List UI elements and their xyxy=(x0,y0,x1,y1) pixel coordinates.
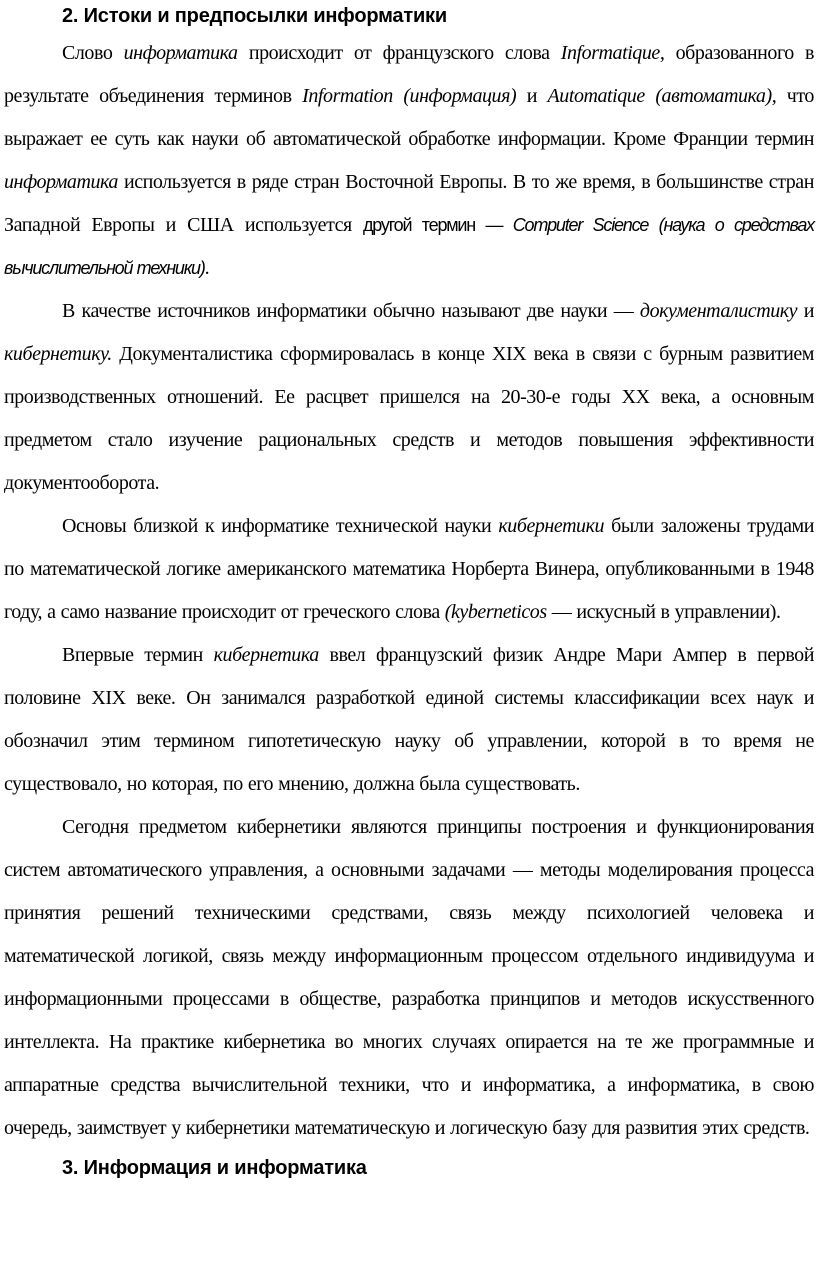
p2-text-a: В качестве источников информатики обычно называют две науки — xyxy=(62,300,640,322)
p3-italic-cybernetics: кибернетики xyxy=(498,515,605,537)
p1-text-g: и xyxy=(516,85,548,107)
p1-text-n: . xyxy=(204,257,210,279)
p1-italic-informatique: Informatique, xyxy=(560,42,665,64)
paragraph-3 xyxy=(4,505,814,634)
paragraph-1 xyxy=(4,32,814,290)
p4-italic-cybernetics: кибернетика xyxy=(213,644,319,666)
p4-text-a: Впервые термин xyxy=(62,644,214,666)
paragraph-4 xyxy=(4,634,814,806)
p1-text-e: образованного в результате объединения терминов xyxy=(4,42,814,107)
p1-italic-term-2: информатика xyxy=(4,171,118,193)
p2-italic-cybernetics: кибернетику. xyxy=(4,343,112,365)
p1-text-i: что выражает ее суть как науки об автоматической обработке информации. Кроме Франции термин xyxy=(4,85,814,150)
p2-text-c: и xyxy=(797,300,814,322)
p2-text-e: Документалистика сформировалась в конце XIX века в связи с бурным развитием производственных отношений. Ее расцвет пришелся на 20-30-е годы XX века, а основным предметом стало изучение рациональных средств и методов повышения эффективности документооборота. xyxy=(4,343,814,494)
p1-italic-information: Information (информация) xyxy=(302,85,517,107)
p1-other-term: другой термин — xyxy=(363,215,513,235)
p1-text-c: происходит от французского слова xyxy=(237,42,561,64)
p1-italic-automatique: Automatique (автоматика), xyxy=(547,85,777,107)
paragraph-2 xyxy=(4,290,814,505)
p3-text-a: Основы близкой к информатике технической науки xyxy=(62,515,499,537)
p3-italic-kyberneticos: (kyberneticos xyxy=(444,601,547,623)
p2-italic-documentalistics: документалистику xyxy=(639,300,798,322)
p3-text-e: — искусный в управлении). xyxy=(546,601,781,623)
p4-text-c: ввел французский физик Андре Мари Ампер в первой половине XIX веке. Он занимался разработкой единой системы классификации всех наук и обозначил этим термином гипотетическую науку об управлении, которой в то время не существовало, но которая, по его мнению, должна была существовать. xyxy=(4,644,814,795)
document-page xyxy=(4,0,814,1182)
section-heading-2: 2. Истоки и предпосылки информатики xyxy=(62,5,447,27)
section-heading-3: 3. Информация и информатика xyxy=(62,1157,367,1179)
p1-italic-term: информатика xyxy=(123,42,238,64)
p1-italic-computer-science: Computer Science (наука о средствах вычислительной техники) xyxy=(4,215,814,278)
p1-text-a: Слово xyxy=(62,42,124,64)
p3-text-c: были заложены трудами по математической логике американского математика Норберта Винера, опубликованными в 1948 году, а само название происходит от греческого слова xyxy=(4,515,815,623)
paragraph-5 xyxy=(4,806,814,1150)
p1-text-k: используется в ряде стран Восточной Европы. В то же время, в большинстве стран Западной Европы и США используется xyxy=(4,171,814,236)
p5-text-a: Сегодня предметом кибернетики являются принципы построения и функционирования систем автоматического управления, а основными задачами — методы моделирования процесса принятия решений техническими средствами, связь между психологией человека и математической логикой, связь между информационным процессом отдельного индивидуума и информационными процессами в обществе, разработка принципов и методов искусственного интеллекта. На практике кибернетика во многих случаях опирается на те же программные и аппаратные средства вычислительной техники, что и информатика, а информатика, в свою очередь, заимствует у кибернетики математическую и логическую базу для развития этих средств. xyxy=(4,816,814,1139)
